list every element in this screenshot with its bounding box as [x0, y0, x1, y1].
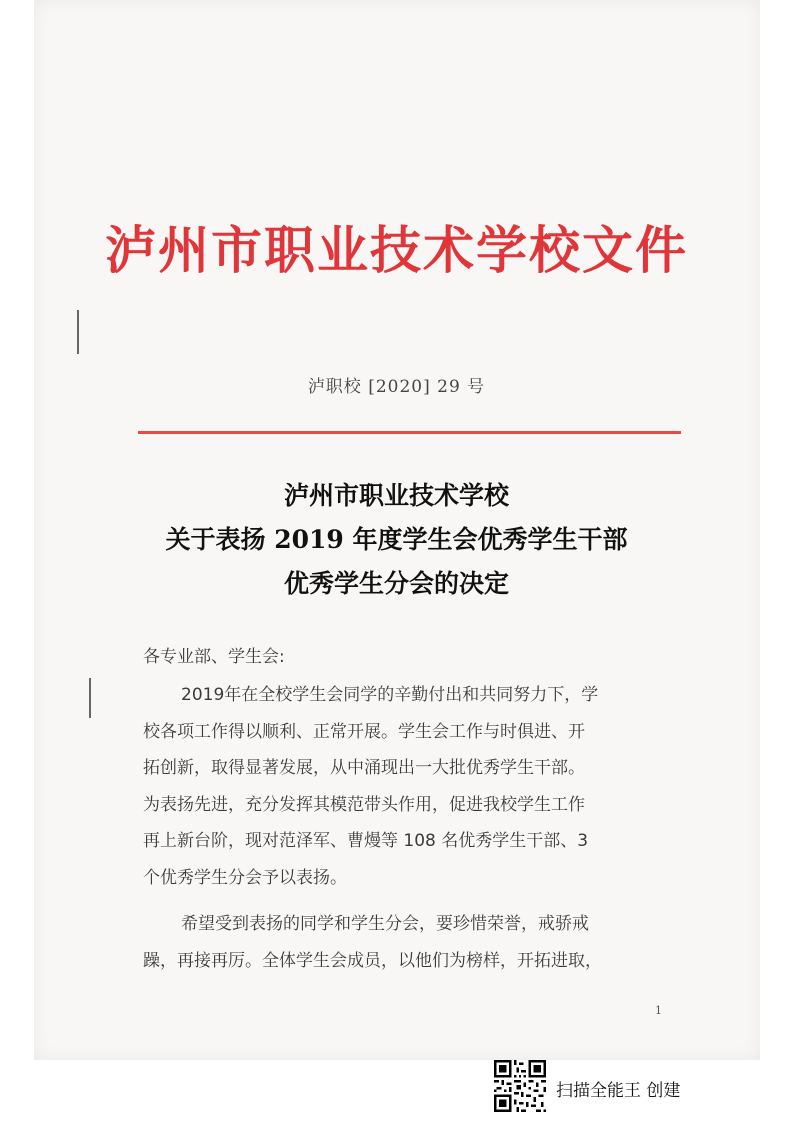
title-line: 优秀学生分会的决定: [283, 569, 509, 598]
body-line: 2019年在全校学生会同学的辛勤付出和共同努力下，学: [181, 685, 599, 705]
body-line: 再上新台阶，现对范泽军、曹熳等 108 名优秀学生干部、3: [143, 831, 589, 851]
document-number: 泸职校 [2020] 29 号: [307, 377, 486, 397]
body-line: 拓创新，取得显著发展，从中涌现出一大批优秀学生干部。: [143, 758, 585, 778]
scanner-watermark: [494, 1060, 754, 1120]
red-divider-line: [138, 431, 681, 434]
body-line: 希望受到表扬的同学和学生分会，要珍惜荣誉，戒骄戒: [181, 914, 589, 934]
title-line: 泸州市职业技术学校: [283, 481, 509, 510]
page-number: 1: [655, 1004, 662, 1017]
title-line: 关于表扬 2019 年度学生会优秀学生干部: [165, 525, 628, 554]
scan-edge-mark: [89, 678, 91, 718]
body-line: 校各项工作得以顺利、正常开展。学生会工作与时俱进、开: [143, 721, 585, 742]
body-line: 个优秀学生分会予以表扬。: [143, 867, 347, 888]
qr-code-icon: [494, 1060, 546, 1112]
scanner-app-label: 扫描全能王 创建: [556, 1081, 681, 1101]
document-header-title: 泸州市职业技术学校文件: [104, 221, 688, 281]
body-line: 为表扬先进，充分发挥其模范带头作用，促进我校学生工作: [143, 794, 585, 815]
body-line: 躁，再接再厉。全体学生会成员，以他们为榜样，开拓进取，: [143, 950, 602, 971]
scan-edge-mark: [77, 310, 79, 354]
salutation: 各专业部、学生会:: [143, 647, 285, 667]
document-body: [143, 637, 693, 979]
document-title: [0, 474, 793, 606]
